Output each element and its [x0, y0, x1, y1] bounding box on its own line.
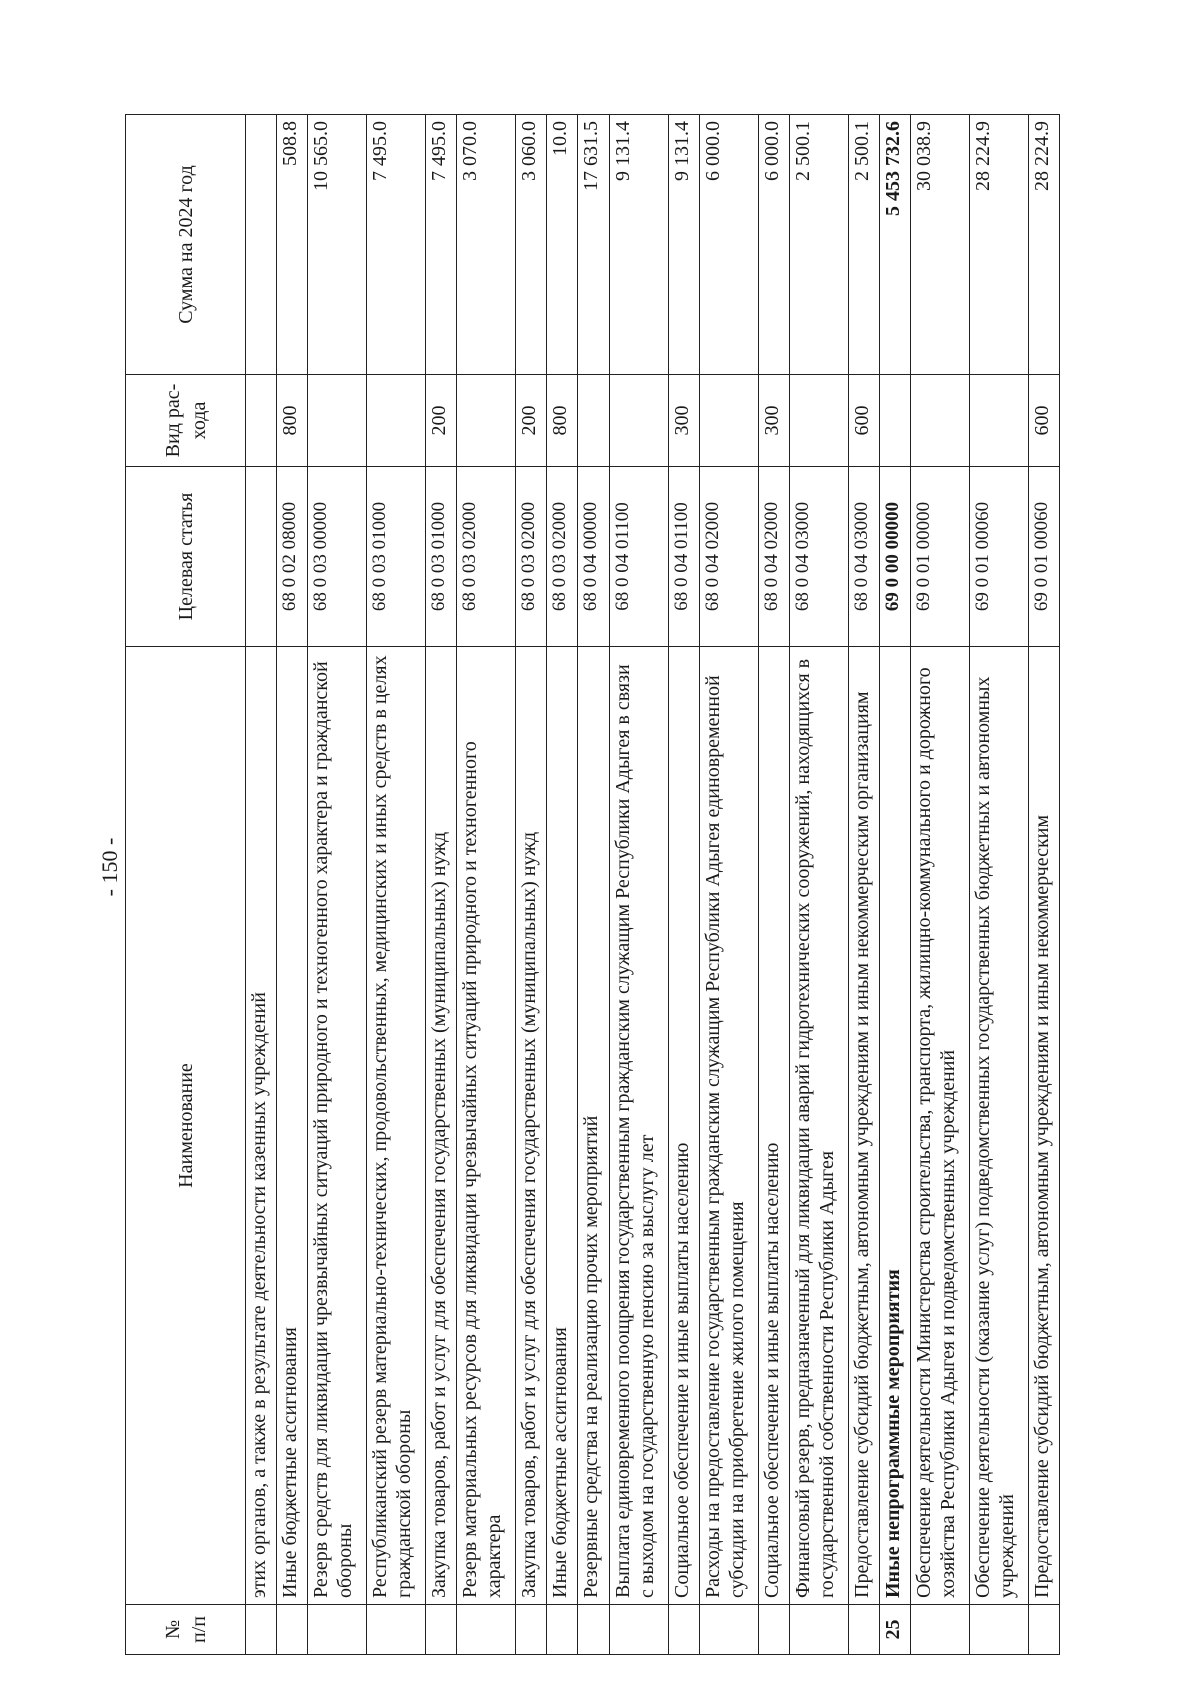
row-number-cell [1028, 1605, 1059, 1655]
row-target-code-cell: 68 0 03 01000 [426, 467, 457, 647]
row-target-code-cell: 68 0 03 02000 [516, 467, 547, 647]
row-expense-kind-cell: 200 [516, 375, 547, 467]
header-name: Наименование [126, 647, 246, 1605]
row-target-code-cell: 69 0 00 00000 [879, 467, 910, 647]
row-number-cell [547, 1605, 578, 1655]
row-name-cell: Иные бюджетные ассигнования [277, 647, 308, 1605]
row-expense-kind-cell [578, 375, 609, 467]
row-number-cell [367, 1605, 426, 1655]
row-target-code-cell: 69 0 01 00060 [1028, 467, 1059, 647]
row-number-cell [789, 1605, 848, 1655]
row-target-code-cell: 69 0 01 00060 [969, 467, 1028, 647]
row-amount-cell: 5 453 732.6 [879, 115, 910, 375]
row-expense-kind-cell: 300 [758, 375, 789, 467]
row-number-cell [277, 1605, 308, 1655]
row-number-cell [578, 1605, 609, 1655]
row-amount-cell: 6 000.0 [699, 115, 758, 375]
row-amount-cell: 28 224.9 [1028, 115, 1059, 375]
row-name-cell: Социальное обеспечение и иные выплаты населению [758, 647, 789, 1605]
row-name-cell: Выплата единовременного поощрения государственным гражданским служащим Республики Адыгея в связи с выходом на государственную пенсию за выслугу лет [609, 647, 668, 1605]
row-expense-kind-cell: 200 [426, 375, 457, 467]
row-name-cell: Резерв средств для ликвидации чрезвычайных ситуаций природного и техногенного характера и гражданской обороны [308, 647, 367, 1605]
row-number-cell [668, 1605, 699, 1655]
row-amount-cell [246, 115, 277, 375]
row-number-cell [969, 1605, 1028, 1655]
row-target-code-cell: 68 0 04 02000 [699, 467, 758, 647]
row-expense-kind-cell: 600 [848, 375, 879, 467]
row-name-cell: Республиканский резерв материально-технических, продовольственных, медицинских и иных средств в целях гражданской обороны [367, 647, 426, 1605]
header-kind: Вид рас- хода [126, 375, 246, 467]
row-amount-cell: 7 495.0 [367, 115, 426, 375]
row-target-code-cell: 68 0 04 02000 [758, 467, 789, 647]
row-target-code-cell: 68 0 04 00000 [578, 467, 609, 647]
table-row [367, 115, 426, 1655]
row-number-cell: 25 [879, 1605, 910, 1655]
row-amount-cell: 508.8 [277, 115, 308, 375]
table-row [848, 115, 879, 1655]
row-name-cell: Резерв материальных ресурсов для ликвидации чрезвычайных ситуаций природного и техногенного характера [457, 647, 516, 1605]
row-number-cell [609, 1605, 668, 1655]
row-name-cell: Финансовый резерв, предназначенный для ликвидации аварий гидротехнических сооружений, находящихся в государственной собственности Республики Адыгея [789, 647, 848, 1605]
header-num: № п/п [126, 1605, 246, 1655]
row-amount-cell: 2 500.1 [789, 115, 848, 375]
header-row [126, 115, 246, 1655]
row-expense-kind-cell [609, 375, 668, 467]
table-row [516, 115, 547, 1655]
row-amount-cell: 10 565.0 [308, 115, 367, 375]
row-target-code-cell: 68 0 04 03000 [789, 467, 848, 647]
row-number-cell [758, 1605, 789, 1655]
row-amount-cell: 3 070.0 [457, 115, 516, 375]
table-row [879, 115, 910, 1655]
row-name-cell: этих органов, а также в результате деятельности казенных учреждений [246, 647, 277, 1605]
row-target-code-cell: 68 0 04 01100 [668, 467, 699, 647]
row-name-cell: Обеспечение деятельности (оказание услуг) подведомственных государственных бюджетных и автономных учреждений [969, 647, 1028, 1605]
row-expense-kind-cell [699, 375, 758, 467]
table-row [699, 115, 758, 1655]
table-row [1028, 115, 1059, 1655]
row-amount-cell: 9 131.4 [609, 115, 668, 375]
row-target-code-cell: 68 0 03 01000 [367, 467, 426, 647]
row-expense-kind-cell [246, 375, 277, 467]
row-target-code-cell: 68 0 03 02000 [547, 467, 578, 647]
row-amount-cell: 28 224.9 [969, 115, 1028, 375]
table-row [910, 115, 969, 1655]
row-target-code-cell: 68 0 02 08000 [277, 467, 308, 647]
row-number-cell [246, 1605, 277, 1655]
row-expense-kind-cell [367, 375, 426, 467]
row-number-cell [848, 1605, 879, 1655]
row-expense-kind-cell: 300 [668, 375, 699, 467]
row-target-code-cell: 68 0 04 03000 [848, 467, 879, 647]
table-row [457, 115, 516, 1655]
page-number: - 150 - [97, 837, 122, 897]
row-amount-cell: 10.0 [547, 115, 578, 375]
table-row [277, 115, 308, 1655]
table-row [578, 115, 609, 1655]
table-row [609, 115, 668, 1655]
row-amount-cell: 9 131.4 [668, 115, 699, 375]
row-number-cell [308, 1605, 367, 1655]
row-amount-cell: 17 631.5 [578, 115, 609, 375]
table-row [308, 115, 367, 1655]
row-target-code-cell: 69 0 01 00000 [910, 467, 969, 647]
row-expense-kind-cell [308, 375, 367, 467]
row-amount-cell: 2 500.1 [848, 115, 879, 375]
row-name-cell: Предоставление субсидий бюджетным, автономным учреждениям и иным некоммерческим организациям [848, 647, 879, 1605]
row-expense-kind-cell [457, 375, 516, 467]
table-row [547, 115, 578, 1655]
row-number-cell [426, 1605, 457, 1655]
budget-table [125, 114, 1060, 1655]
row-name-cell: Закупка товаров, работ и услуг для обеспечения государственных (муниципальных) нужд [516, 647, 547, 1605]
row-target-code-cell [246, 467, 277, 647]
row-name-cell: Расходы на предоставление государственным гражданским служащим Республики Адыгея единовременной субсидии на приобретение жилого помещения [699, 647, 758, 1605]
row-name-cell: Социальное обеспечение и иные выплаты населению [668, 647, 699, 1605]
row-target-code-cell: 68 0 04 01100 [609, 467, 668, 647]
row-target-code-cell: 68 0 03 02000 [457, 467, 516, 647]
row-amount-cell: 30 038.9 [910, 115, 969, 375]
row-number-cell [699, 1605, 758, 1655]
row-name-cell: Резервные средства на реализацию прочих мероприятий [578, 647, 609, 1605]
row-number-cell [457, 1605, 516, 1655]
row-target-code-cell: 68 0 03 00000 [308, 467, 367, 647]
table-row [789, 115, 848, 1655]
row-number-cell [516, 1605, 547, 1655]
table-row [758, 115, 789, 1655]
row-name-cell: Иные непрограммные мероприятия [879, 647, 910, 1605]
row-amount-cell: 3 060.0 [516, 115, 547, 375]
row-name-cell: Иные бюджетные ассигнования [547, 647, 578, 1605]
row-expense-kind-cell: 600 [1028, 375, 1059, 467]
table-row [246, 115, 277, 1655]
table-body [246, 115, 1060, 1655]
row-amount-cell: 6 000.0 [758, 115, 789, 375]
row-number-cell [910, 1605, 969, 1655]
row-expense-kind-cell [910, 375, 969, 467]
row-expense-kind-cell: 800 [547, 375, 578, 467]
rotated-page [125, 115, 1060, 1655]
table-row [426, 115, 457, 1655]
row-name-cell: Закупка товаров, работ и услуг для обеспечения государственных (муниципальных) нужд [426, 647, 457, 1605]
row-expense-kind-cell [789, 375, 848, 467]
table-row [668, 115, 699, 1655]
header-target: Целевая статья [126, 467, 246, 647]
table-row [969, 115, 1028, 1655]
row-expense-kind-cell [969, 375, 1028, 467]
row-name-cell: Предоставление субсидий бюджетным, автономным учреждениям и иным некоммерческим [1028, 647, 1059, 1605]
row-expense-kind-cell: 800 [277, 375, 308, 467]
row-amount-cell: 7 495.0 [426, 115, 457, 375]
row-name-cell: Обеспечение деятельности Министерства строительства, транспорта, жилищно-коммунального и дорожного хозяйства Республики Адыгея и подведомственных учреждений [910, 647, 969, 1605]
row-expense-kind-cell [879, 375, 910, 467]
header-sum: Сумма на 2024 год [126, 115, 246, 375]
